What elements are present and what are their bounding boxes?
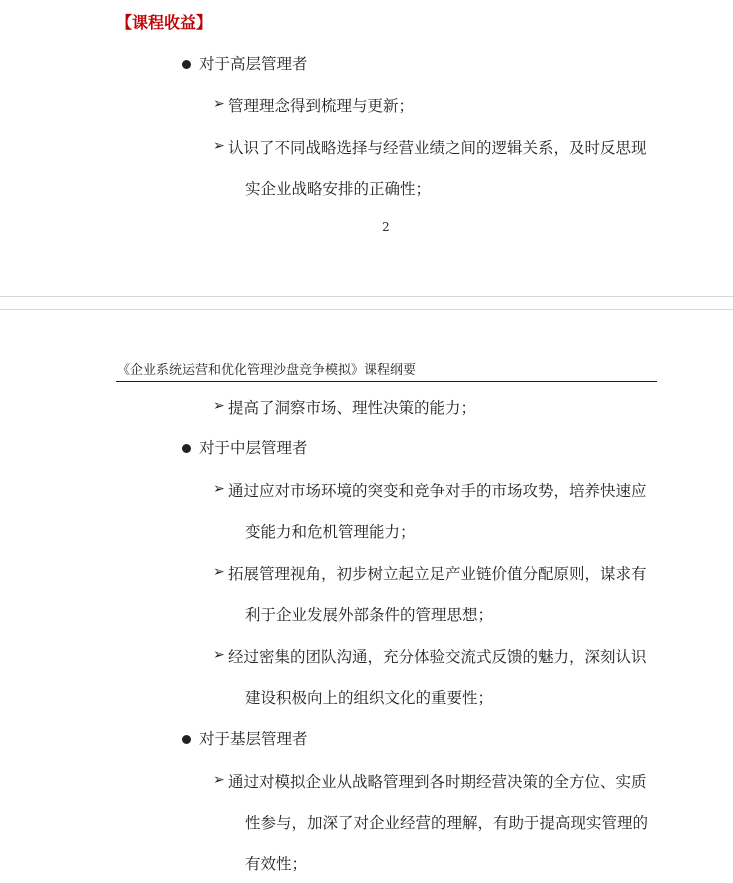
arrow-bullet-icon: ➢ [213,772,225,788]
header-divider [116,381,657,382]
list-item-continuation: 性参与，加深了对企业经营的理解，有助于提高现实管理的 [245,814,649,832]
page-number: 2 [382,220,390,234]
arrow-bullet-icon: ➢ [213,647,225,663]
list-item: 提高了洞察市场、理性决策的能力； [228,399,477,417]
list-item: 经过密集的团队沟通，充分体验交流式反馈的魅力，深刻认识 [228,648,647,666]
list-item: 认识了不同战略选择与经营业绩之间的逻辑关系，及时反思现 [228,139,647,157]
arrow-bullet-icon: ➢ [213,564,225,580]
arrow-bullet-icon: ➢ [213,138,225,154]
page-header-title: 《企业系统运营和优化管理沙盘竞争模拟》课程纲要 [117,363,417,378]
section-heading: 【课程收益】 [116,13,213,32]
group-senior-managers: 对于高层管理者 [199,55,308,73]
arrow-bullet-icon: ➢ [213,398,225,414]
list-item-continuation: 变能力和危机管理能力； [245,523,416,541]
group-middle-managers: 对于中层管理者 [199,439,308,457]
list-item: 拓展管理视角，初步树立起立足产业链价值分配原则，谋求有 [228,565,647,583]
list-item-continuation: 建设积极向上的组织文化的重要性； [245,689,494,707]
list-item-continuation: 有效性； [245,855,308,873]
bullet-icon [182,444,191,453]
group-basic-managers: 对于基层管理者 [199,730,308,748]
list-item: 通过应对市场环境的突变和竞争对手的市场攻势，培养快速应 [228,482,647,500]
bullet-icon [182,60,191,69]
list-item: 通过对模拟企业从战略管理到各时期经营决策的全方位、实质 [228,773,647,791]
list-item-continuation: 利于企业发展外部条件的管理思想； [245,606,494,624]
page-break [0,296,733,310]
list-item: 管理理念得到梳理与更新； [228,97,415,115]
arrow-bullet-icon: ➢ [213,481,225,497]
arrow-bullet-icon: ➢ [213,96,225,112]
bullet-icon [182,735,191,744]
list-item-continuation: 实企业战略安排的正确性； [245,180,432,198]
